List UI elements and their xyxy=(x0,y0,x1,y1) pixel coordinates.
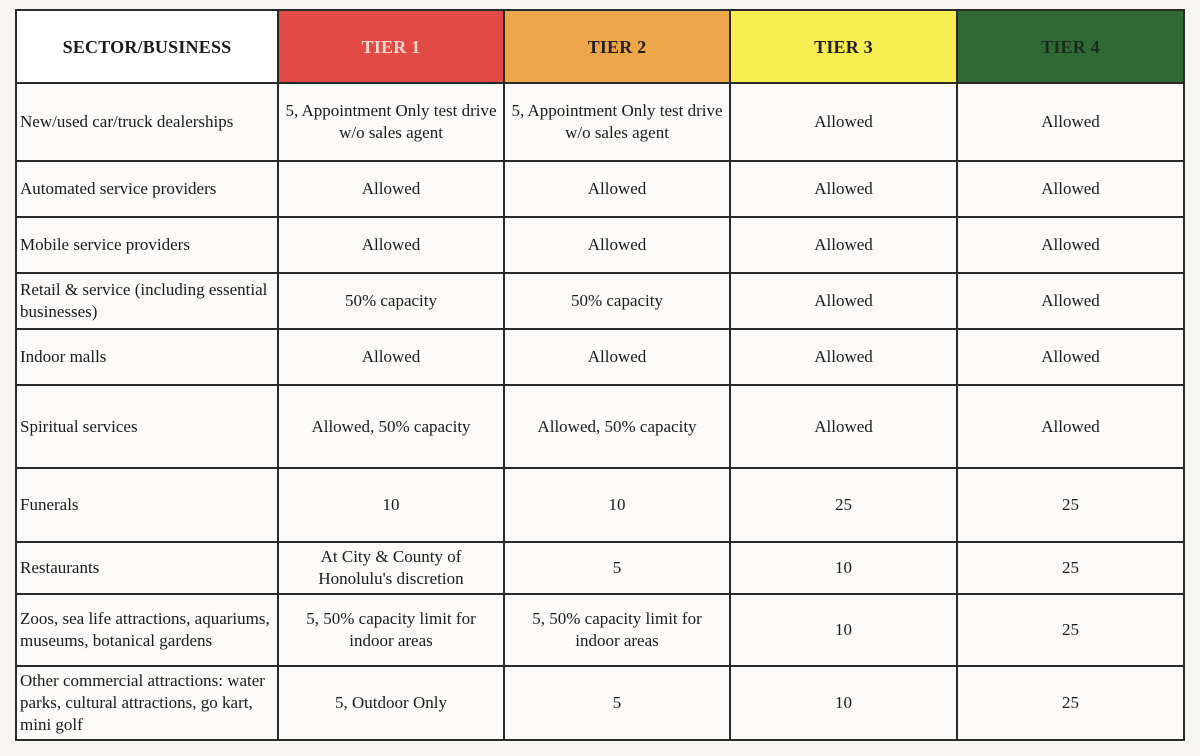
header-tier-4: TIER 4 xyxy=(957,10,1184,83)
tier-3-cell: Allowed xyxy=(730,329,957,385)
tier-4-cell: Allowed xyxy=(957,83,1184,161)
header-sector: SECTOR/BUSINESS xyxy=(16,10,278,83)
tier-3-cell: Allowed xyxy=(730,83,957,161)
tier-2-cell: 5 xyxy=(504,542,730,594)
tier-4-cell: Allowed xyxy=(957,329,1184,385)
tier-2-cell: 5, Appointment Only test drive w/o sales agent xyxy=(504,83,730,161)
tier-2-cell: Allowed xyxy=(504,329,730,385)
table-row xyxy=(16,468,1184,542)
sector-cell: Retail & service (including essential businesses) xyxy=(16,273,278,329)
tier-1-cell: 5, Appointment Only test drive w/o sales agent xyxy=(278,83,504,161)
sector-cell: Restaurants xyxy=(16,542,278,594)
table-row xyxy=(16,594,1184,666)
tier-1-cell: 5, Outdoor Only xyxy=(278,666,504,740)
tier-1-cell: At City & County of Honolulu's discretion xyxy=(278,542,504,594)
tier-1-cell: 5, 50% capacity limit for indoor areas xyxy=(278,594,504,666)
table-row xyxy=(16,385,1184,468)
tier-1-cell: Allowed xyxy=(278,329,504,385)
sector-cell: Mobile service providers xyxy=(16,217,278,273)
tier-1-cell: Allowed xyxy=(278,217,504,273)
table-row xyxy=(16,161,1184,217)
table-row xyxy=(16,666,1184,740)
tier-2-cell: Allowed, 50% capacity xyxy=(504,385,730,468)
tier-1-cell: Allowed, 50% capacity xyxy=(278,385,504,468)
header-tier-2: TIER 2 xyxy=(504,10,730,83)
tier-4-cell: 25 xyxy=(957,468,1184,542)
tier-1-cell: 10 xyxy=(278,468,504,542)
tier-2-cell: Allowed xyxy=(504,161,730,217)
header-row xyxy=(16,10,1184,83)
tier-3-cell: Allowed xyxy=(730,217,957,273)
table-row xyxy=(16,329,1184,385)
tier-4-cell: Allowed xyxy=(957,385,1184,468)
tier-3-cell: 10 xyxy=(730,666,957,740)
table-row xyxy=(16,83,1184,161)
tier-4-cell: Allowed xyxy=(957,217,1184,273)
tier-4-cell: 25 xyxy=(957,542,1184,594)
tier-2-cell: 10 xyxy=(504,468,730,542)
tier-2-cell: 5 xyxy=(504,666,730,740)
table-row xyxy=(16,217,1184,273)
sector-cell: Automated service providers xyxy=(16,161,278,217)
tier-4-cell: Allowed xyxy=(957,273,1184,329)
header-tier-1: TIER 1 xyxy=(278,10,504,83)
tier-2-cell: 50% capacity xyxy=(504,273,730,329)
tier-1-cell: 50% capacity xyxy=(278,273,504,329)
tier-4-cell: 25 xyxy=(957,594,1184,666)
tier-3-cell: Allowed xyxy=(730,273,957,329)
sector-cell: Spiritual services xyxy=(16,385,278,468)
tier-3-cell: Allowed xyxy=(730,385,957,468)
table-row xyxy=(16,542,1184,594)
tier-3-cell: 10 xyxy=(730,542,957,594)
tier-3-cell: Allowed xyxy=(730,161,957,217)
tier-2-cell: 5, 50% capacity limit for indoor areas xyxy=(504,594,730,666)
tier-4-cell: Allowed xyxy=(957,161,1184,217)
sector-cell: Funerals xyxy=(16,468,278,542)
tier-3-cell: 25 xyxy=(730,468,957,542)
header-tier-3: TIER 3 xyxy=(730,10,957,83)
tier-3-cell: 10 xyxy=(730,594,957,666)
sector-cell: Other commercial attractions: water parks, cultural attractions, go kart, mini golf xyxy=(16,666,278,740)
tier-1-cell: Allowed xyxy=(278,161,504,217)
table-row xyxy=(16,273,1184,329)
sector-cell: New/used car/truck dealerships xyxy=(16,83,278,161)
tier-2-cell: Allowed xyxy=(504,217,730,273)
sector-cell: Indoor malls xyxy=(16,329,278,385)
tier-4-cell: 25 xyxy=(957,666,1184,740)
sector-cell: Zoos, sea life attractions, aquariums, museums, botanical gardens xyxy=(16,594,278,666)
tier-table xyxy=(15,9,1185,741)
